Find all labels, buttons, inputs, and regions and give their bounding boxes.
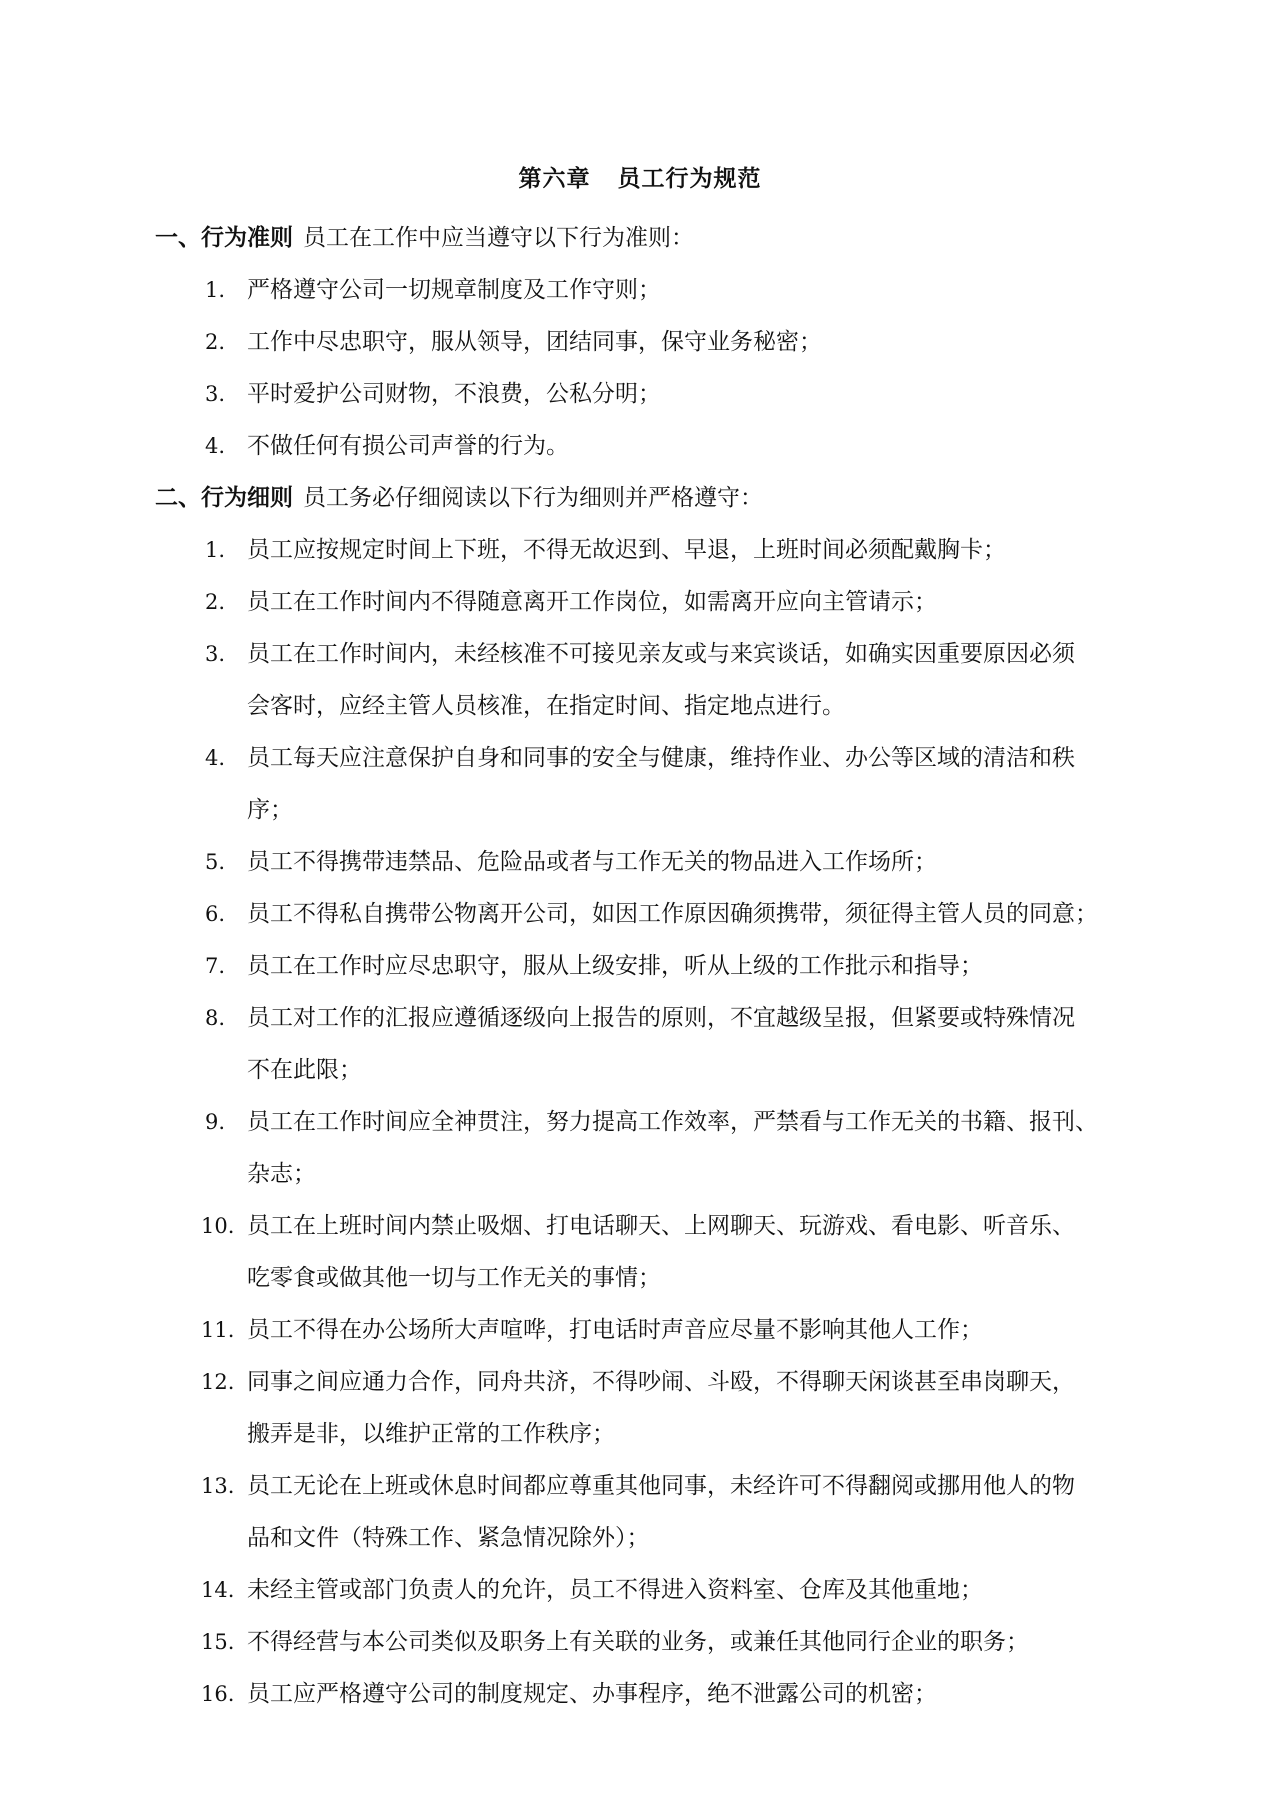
item-number: 9. (205, 1110, 226, 1134)
list-item (155, 950, 1185, 982)
item-text-line: 品和文件（特殊工作、紧急情况除外）； (247, 1525, 650, 1551)
item-text-line: 员工应按规定时间上下班，不得无故迟到、早退，上班时间必须配戴胸卡； (247, 537, 1006, 563)
list-item (155, 846, 1185, 878)
item-text (247, 274, 1185, 306)
item-number: 7. (205, 954, 226, 978)
item-text-line: 同事之间应通力合作，同舟共济，不得吵闹、斗殴，不得聊天闲谈甚至串岗聊天， (247, 1369, 1075, 1395)
item-text (247, 378, 1185, 410)
item-text (247, 638, 1185, 722)
item-text-line: 工作中尽忠职守，服从领导，团结同事，保守业务秘密； (247, 329, 822, 355)
item-text-line: 杂志； (247, 1161, 316, 1187)
item-text (247, 326, 1185, 358)
item-text-line: 员工不得携带违禁品、危险品或者与工作无关的物品进入工作场所； (247, 849, 937, 875)
list-item (155, 1210, 1185, 1294)
item-text-line: 员工每天应注意保护自身和同事的安全与健康，维持作业、办公等区域的清洁和秩 (247, 745, 1075, 771)
item-text-line: 吃零食或做其他一切与工作无关的事情； (247, 1265, 661, 1291)
section-title: 二、行为细则 (155, 485, 293, 511)
rule-list (155, 534, 1185, 1710)
section-heading (155, 482, 1185, 514)
item-text (247, 1002, 1185, 1086)
item-number: 10. (201, 1214, 235, 1238)
item-text-line: 员工不得在办公场所大声喧哗，打电话时声音应尽量不影响其他人工作； (247, 1317, 983, 1343)
item-number: 13. (201, 1474, 235, 1498)
item-number: 6. (205, 902, 226, 926)
item-text (247, 1314, 1185, 1346)
item-number: 5. (205, 850, 226, 874)
list-item (155, 898, 1185, 930)
section-heading (155, 222, 1185, 254)
item-text (247, 430, 1185, 462)
document-body (155, 222, 1185, 1730)
item-number: 3. (205, 642, 226, 666)
item-text-line: 员工在工作时应尽忠职守，服从上级安排，听从上级的工作批示和指导； (247, 953, 983, 979)
section-intro: 员工在工作中应当遵守以下行为准则： (303, 225, 694, 251)
item-text-line: 员工应严格遵守公司的制度规定、办事程序，绝不泄露公司的机密； (247, 1681, 937, 1707)
list-item (155, 1626, 1185, 1658)
item-text (247, 1106, 1185, 1190)
item-number: 16. (201, 1682, 235, 1706)
item-text (247, 586, 1185, 618)
item-text-line: 员工在工作时间内不得随意离开工作岗位，如需离开应向主管请示； (247, 589, 937, 615)
item-text (247, 1574, 1185, 1606)
item-text-line: 搬弄是非，以维护正常的工作秩序； (247, 1421, 615, 1447)
item-number: 3. (205, 382, 226, 406)
list-item (155, 1314, 1185, 1346)
item-number: 15. (201, 1630, 235, 1654)
item-number: 11. (201, 1318, 235, 1342)
section-title: 一、行为准则 (155, 225, 293, 251)
item-text (247, 1366, 1185, 1450)
list-item (155, 1470, 1185, 1554)
item-number: 1. (205, 538, 226, 562)
item-number: 4. (205, 434, 226, 458)
list-item (155, 742, 1185, 826)
list-item (155, 326, 1185, 358)
item-number: 1. (205, 278, 226, 302)
item-text-line: 员工不得私自携带公物离开公司，如因工作原因确须携带，须征得主管人员的同意； (247, 901, 1098, 927)
item-text (247, 950, 1185, 982)
item-text (247, 1626, 1185, 1658)
list-item (155, 1574, 1185, 1606)
list-item (155, 1366, 1185, 1450)
list-item (155, 638, 1185, 722)
list-item (155, 586, 1185, 618)
item-text (247, 846, 1185, 878)
item-text (247, 1210, 1185, 1294)
item-text (247, 742, 1185, 826)
item-number: 2. (205, 590, 226, 614)
list-item (155, 534, 1185, 566)
item-number: 12. (201, 1370, 235, 1394)
list-item (155, 430, 1185, 462)
item-text (247, 898, 1185, 930)
item-text-line: 严格遵守公司一切规章制度及工作守则； (247, 277, 661, 303)
list-item (155, 1106, 1185, 1190)
section-intro: 员工务必仔细阅读以下行为细则并严格遵守： (303, 485, 763, 511)
list-item (155, 1678, 1185, 1710)
item-text-line: 员工对工作的汇报应遵循逐级向上报告的原则，不宜越级呈报，但紧要或特殊情况 (247, 1005, 1075, 1031)
item-text-line: 不做任何有损公司声誉的行为。 (247, 433, 569, 459)
item-text (247, 1678, 1185, 1710)
item-text-line: 平时爱护公司财物，不浪费，公私分明； (247, 381, 661, 407)
item-text-line: 员工在上班时间内禁止吸烟、打电话聊天、上网聊天、玩游戏、看电影、听音乐、 (247, 1213, 1075, 1239)
item-number: 14. (201, 1578, 235, 1602)
item-text-line: 不得经营与本公司类似及职务上有关联的业务，或兼任其他同行企业的职务； (247, 1629, 1029, 1655)
list-item (155, 1002, 1185, 1086)
item-text-line: 员工无论在上班或休息时间都应尊重其他同事，未经许可不得翻阅或挪用他人的物 (247, 1473, 1075, 1499)
item-number: 4. (205, 746, 226, 770)
item-text-line: 序； (247, 797, 293, 823)
item-text-line: 未经主管或部门负责人的允许，员工不得进入资料室、仓库及其他重地； (247, 1577, 983, 1603)
rule-list (155, 274, 1185, 462)
item-text-line: 员工在工作时间内，未经核准不可接见亲友或与来宾谈话，如确实因重要原因必须 (247, 641, 1075, 667)
item-text (247, 1470, 1185, 1554)
chapter-title: 第六章 员工行为规范 (518, 166, 762, 192)
list-item (155, 378, 1185, 410)
item-text (247, 534, 1185, 566)
item-number: 8. (205, 1006, 226, 1030)
list-item (155, 274, 1185, 306)
item-text-line: 会客时，应经主管人员核准，在指定时间、指定地点进行。 (247, 693, 845, 719)
item-text-line: 不在此限； (247, 1057, 362, 1083)
item-text-line: 员工在工作时间应全神贯注，努力提高工作效率，严禁看与工作无关的书籍、报刊、 (247, 1109, 1098, 1135)
item-number: 2. (205, 330, 226, 354)
